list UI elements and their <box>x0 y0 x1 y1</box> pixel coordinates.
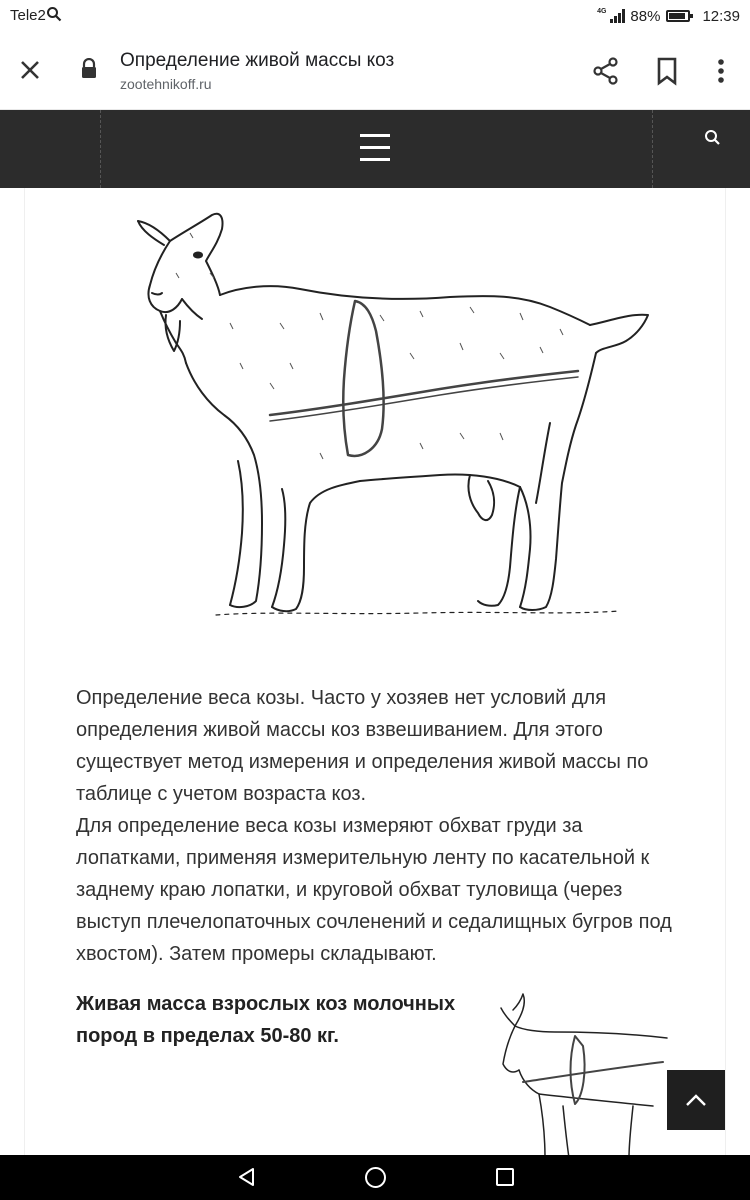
status-right <box>597 6 740 26</box>
recents-icon[interactable] <box>496 1168 514 1186</box>
article-paragraph: Для определение веса козы измеряют обхват груди за лопатками, применяя измерительную ленту по касательной к заднему краю лопатки, и круговой обхват туловища (через выступ плечелопаточных сочленений и седалищных бугров под хвостом). Затем промеры складывают. <box>76 815 672 965</box>
article-paragraph: Определение веса козы. Часто у хозяев нет условий для определения живой массы коз взвешиванием. Для этого существует метод измерения и определения живой массы по таблице с учетом возраста коз. <box>76 687 649 805</box>
lock-icon <box>80 58 98 80</box>
signal-icon <box>610 9 626 23</box>
goat-measuring-drawing <box>120 203 660 633</box>
carrier-name: Tele2 <box>10 7 46 24</box>
share-icon[interactable] <box>591 56 621 86</box>
network-type: 4G <box>597 7 607 15</box>
back-icon[interactable] <box>236 1166 258 1188</box>
status-bar <box>0 0 750 32</box>
search-icon <box>46 6 62 22</box>
nav-divider <box>100 110 101 188</box>
content-border <box>725 188 726 1155</box>
browser-toolbar <box>0 32 750 110</box>
battery-icon <box>666 10 690 22</box>
bookmark-icon[interactable] <box>654 56 680 86</box>
site-nav <box>0 110 750 188</box>
scroll-to-top-button[interactable] <box>667 1070 725 1130</box>
article-body <box>76 682 676 970</box>
page-title: Определение живой массы коз <box>120 50 395 71</box>
menu-icon[interactable] <box>358 134 392 164</box>
article-content <box>0 188 750 1155</box>
highlight-text: Живая масса взрослых коз молочных пород в пределах 50-80 кг. <box>76 993 456 1047</box>
battery-level: 88% <box>630 7 661 25</box>
clock: 12:39 <box>702 7 740 25</box>
search-icon[interactable] <box>703 128 723 148</box>
page-url: zootehnikoff.ru <box>120 76 212 92</box>
nav-divider <box>652 110 653 188</box>
more-vert-icon[interactable] <box>710 56 732 86</box>
content-border <box>24 188 25 1155</box>
close-icon[interactable] <box>14 54 46 86</box>
goat-measuring-drawing-small <box>483 986 673 1155</box>
home-icon[interactable] <box>365 1167 386 1188</box>
chevron-up-icon <box>684 1088 708 1112</box>
android-nav-bar <box>0 1155 750 1200</box>
